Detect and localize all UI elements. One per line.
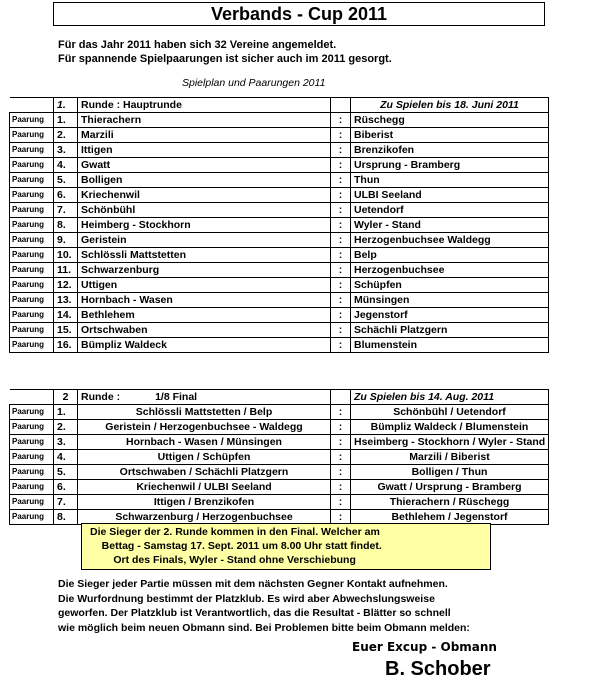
closing-text [58, 577, 470, 635]
home-team: Ittigen [78, 143, 331, 158]
pairing-number: 9. [54, 233, 78, 248]
pairing-number: 6. [54, 480, 78, 495]
home-team: Ortschwaben [78, 323, 331, 338]
pairing-row [10, 233, 549, 248]
pairing-label: Paarung [10, 435, 54, 450]
notice-line: Ort des Finals, Wyler - Stand ohne Verschiebung [90, 554, 356, 566]
round2-deadline: Zu Spielen bis 14. Aug. 2011 [351, 390, 549, 405]
notice-line: Bettag - Samstag 17. Sept. 2011 um 8.00 Uhr statt findet. [90, 540, 382, 552]
pairing-number: 1. [54, 113, 78, 128]
closing-line: Die Sieger jeder Partie müssen mit dem nächsten Gegner Kontakt aufnehmen. [58, 578, 448, 590]
pairing-row [10, 113, 549, 128]
pairing-label: Paarung [10, 480, 54, 495]
closing-line: geworfen. Der Platzklub ist Verantwortlich, das die Resultat - Blätter so schnell [58, 607, 451, 619]
home-team: Hornbach - Wasen [78, 293, 331, 308]
home-team: Schlössli Mattstetten / Belp [78, 405, 331, 420]
pairing-number: 16. [54, 338, 78, 353]
pairing-number: 3. [54, 143, 78, 158]
home-team: Geristein [78, 233, 331, 248]
signature-name: B. Schober [385, 658, 491, 680]
pairing-row [10, 188, 549, 203]
round1-number: 1. [54, 98, 78, 113]
pairing-row [10, 338, 549, 353]
pairing-label: Paarung [10, 278, 54, 293]
pairing-row [10, 248, 549, 263]
home-team: Ortschwaben / Schächli Platzgern [78, 465, 331, 480]
intro-text [58, 38, 392, 66]
pairing-number: 8. [54, 510, 78, 525]
pairing-number: 7. [54, 495, 78, 510]
pairing-number: 5. [54, 465, 78, 480]
pairing-label: Paarung [10, 450, 54, 465]
pairing-row [10, 405, 549, 420]
notice-line: Die Sieger der 2. Runde kommen in den Final. Welcher am [90, 526, 380, 538]
separator: : [331, 143, 351, 158]
pairing-number: 13. [54, 293, 78, 308]
separator: : [331, 480, 351, 495]
pairing-row [10, 480, 549, 495]
pairing-row [10, 173, 549, 188]
round2-table [9, 389, 549, 525]
pairing-row [10, 435, 549, 450]
away-team: Schüpfen [351, 278, 549, 293]
pairing-label: Paarung [10, 338, 54, 353]
away-team: Schächli Platzgern [351, 323, 549, 338]
pairing-label: Paarung [10, 405, 54, 420]
away-team: Marzili / Biberist [351, 450, 549, 465]
away-team: Belp [351, 248, 549, 263]
home-team: Heimberg - Stockhorn [78, 218, 331, 233]
home-team: Uttigen [78, 278, 331, 293]
intro-line: Für das Jahr 2011 haben sich 32 Vereine angemeldet. [58, 39, 337, 51]
home-team: Geristein / Herzogenbuchsee - Waldegg [78, 420, 331, 435]
away-team: Uetendorf [351, 203, 549, 218]
home-team: Kriechenwil / ULBI Seeland [78, 480, 331, 495]
pairing-number: 3. [54, 435, 78, 450]
away-team: Thun [351, 173, 549, 188]
home-team: Gwatt [78, 158, 331, 173]
pairing-label: Paarung [10, 233, 54, 248]
pairing-label: Paarung [10, 263, 54, 278]
pairing-row [10, 158, 549, 173]
separator: : [331, 338, 351, 353]
separator: : [331, 248, 351, 263]
pairing-row [10, 128, 549, 143]
pairing-row [10, 465, 549, 480]
home-team: Ittigen / Brenzikofen [78, 495, 331, 510]
home-team: Kriechenwil [78, 188, 331, 203]
pairing-number: 1. [54, 405, 78, 420]
pairing-number: 11. [54, 263, 78, 278]
separator: : [331, 203, 351, 218]
separator: : [331, 233, 351, 248]
away-team: Ursprung - Bramberg [351, 158, 549, 173]
intro-line: Für spannende Spielpaarungen ist sicher auch im 2011 gesorgt. [58, 53, 392, 65]
pairing-label: Paarung [10, 158, 54, 173]
away-team: Blumenstein [351, 338, 549, 353]
away-team: Thierachern / Rüschegg [351, 495, 549, 510]
pairing-row [10, 450, 549, 465]
pairing-number: 4. [54, 158, 78, 173]
away-team: Biberist [351, 128, 549, 143]
pairing-row [10, 293, 549, 308]
separator: : [331, 465, 351, 480]
document-title: Verbands - Cup 2011 [53, 2, 545, 26]
away-team: Wyler - Stand [351, 218, 549, 233]
away-team: Hseimberg - Stockhorn / Wyler - Stand [351, 435, 549, 450]
separator: : [331, 420, 351, 435]
schedule-subtitle: Spielplan und Paarungen 2011 [182, 77, 326, 89]
away-team: Brenzikofen [351, 143, 549, 158]
pairing-row [10, 308, 549, 323]
home-team: Schönbühl [78, 203, 331, 218]
pairing-number: 10. [54, 248, 78, 263]
round2-label: Runde : 1/8 Final [78, 390, 331, 405]
separator: : [331, 308, 351, 323]
separator: : [331, 158, 351, 173]
home-team: Schlössli Mattstetten [78, 248, 331, 263]
pairing-label: Paarung [10, 510, 54, 525]
home-team: Hornbach - Wasen / Münsingen [78, 435, 331, 450]
away-team: ULBI Seeland [351, 188, 549, 203]
home-team: Schwarzenburg / Herzogenbuchsee [78, 510, 331, 525]
home-team: Bümpliz Waldeck [78, 338, 331, 353]
pairing-row [10, 323, 549, 338]
round1-header [10, 98, 549, 113]
separator: : [331, 173, 351, 188]
closing-line: wie möglich beim neuen Obmann sind. Bei Problemen bitte beim Obmann melden: [58, 621, 470, 634]
separator: : [331, 405, 351, 420]
separator: : [331, 263, 351, 278]
home-team: Bolligen [78, 173, 331, 188]
round1-deadline: Zu Spielen bis 18. Juni 2011 [351, 98, 549, 113]
pairing-label: Paarung [10, 293, 54, 308]
separator: : [331, 128, 351, 143]
pairing-label: Paarung [10, 143, 54, 158]
pairing-row [10, 143, 549, 158]
home-team: Uttigen / Schüpfen [78, 450, 331, 465]
away-team: Münsingen [351, 293, 549, 308]
pairing-number: 14. [54, 308, 78, 323]
pairing-number: 5. [54, 173, 78, 188]
pairing-label: Paarung [10, 248, 54, 263]
round1-table [9, 97, 549, 353]
separator: : [331, 278, 351, 293]
pairing-number: 4. [54, 450, 78, 465]
separator: : [331, 450, 351, 465]
pairing-number: 2. [54, 128, 78, 143]
pairing-label: Paarung [10, 188, 54, 203]
home-team: Marzili [78, 128, 331, 143]
pairing-label: Paarung [10, 203, 54, 218]
separator: : [331, 218, 351, 233]
pairing-label: Paarung [10, 465, 54, 480]
pairing-row [10, 263, 549, 278]
signature-role: Euer Excup - Obmann [352, 640, 497, 654]
final-notice-box [81, 523, 491, 570]
pairing-row [10, 203, 549, 218]
pairing-row [10, 495, 549, 510]
pairing-number: 12. [54, 278, 78, 293]
pairing-number: 7. [54, 203, 78, 218]
pairing-row [10, 278, 549, 293]
home-team: Thierachern [78, 113, 331, 128]
separator: : [331, 510, 351, 525]
away-team: Rüschegg [351, 113, 549, 128]
separator: : [331, 323, 351, 338]
pairing-row [10, 218, 549, 233]
home-team: Schwarzenburg [78, 263, 331, 278]
separator: : [331, 188, 351, 203]
away-team: Jegenstorf [351, 308, 549, 323]
away-team: Bolligen / Thun [351, 465, 549, 480]
pairing-label: Paarung [10, 113, 54, 128]
pairing-label: Paarung [10, 128, 54, 143]
pairing-number: 6. [54, 188, 78, 203]
pairing-number: 8. [54, 218, 78, 233]
away-team: Herzogenbuchsee Waldegg [351, 233, 549, 248]
closing-line: Die Wurfordnung bestimmt der Platzklub. Es wird aber Abwechslungsweise [58, 592, 435, 605]
away-team: Herzogenbuchsee [351, 263, 549, 278]
pairing-label: Paarung [10, 323, 54, 338]
pairing-label: Paarung [10, 495, 54, 510]
round2-header [10, 390, 549, 405]
away-team: Gwatt / Ursprung - Bramberg [351, 480, 549, 495]
pairing-label: Paarung [10, 218, 54, 233]
pairing-row [10, 420, 549, 435]
pairing-label: Paarung [10, 173, 54, 188]
separator: : [331, 113, 351, 128]
away-team: Bethlehem / Jegenstorf [351, 510, 549, 525]
away-team: Bümpliz Waldeck / Blumenstein [351, 420, 549, 435]
pairing-number: 15. [54, 323, 78, 338]
home-team: Bethlehem [78, 308, 331, 323]
separator: : [331, 293, 351, 308]
pairing-label: Paarung [10, 420, 54, 435]
pairing-label: Paarung [10, 308, 54, 323]
separator: : [331, 435, 351, 450]
round1-label: Runde : Hauptrunde [78, 98, 331, 113]
away-team: Schönbühl / Uetendorf [351, 405, 549, 420]
round2-number: 2 [54, 390, 78, 405]
separator: : [331, 495, 351, 510]
pairing-number: 2. [54, 420, 78, 435]
